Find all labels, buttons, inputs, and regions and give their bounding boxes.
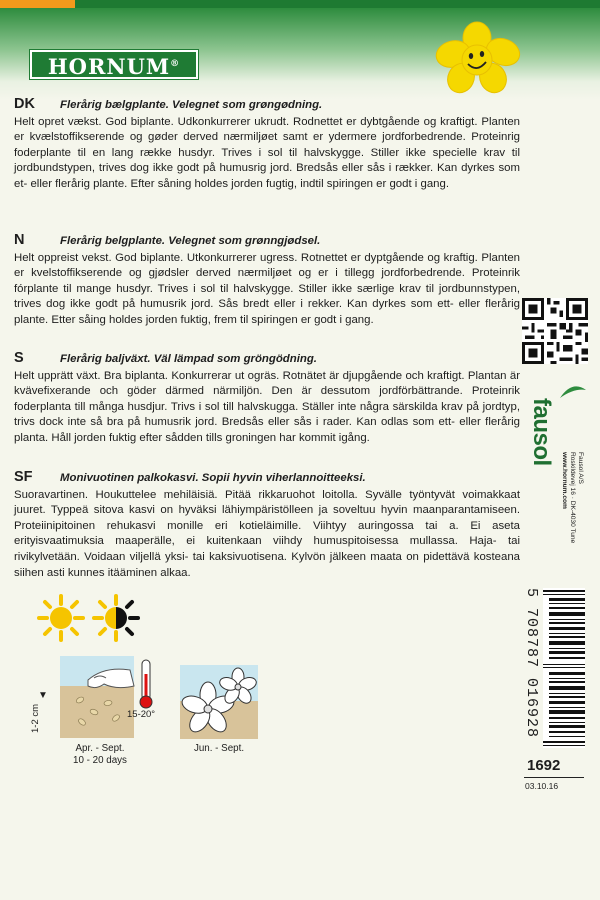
sowing-caption	[60, 743, 140, 767]
registered-mark: ®	[170, 59, 181, 69]
language-code: SF	[14, 469, 33, 485]
half-shade-sun-icon	[94, 596, 138, 640]
section-title: Monivuotinen palkokasvi. Sopii hyvin viherlannoitteeksi.	[60, 472, 366, 484]
top-stripe	[0, 0, 600, 8]
thermometer-icon	[140, 660, 152, 708]
company-name: Fausol A/S	[577, 452, 584, 484]
fausol-logo: fausol	[528, 398, 555, 466]
depth-arrow-icon: ▼	[38, 690, 48, 701]
language-code: N	[14, 232, 25, 248]
sowing-temperature: 15-20°	[127, 709, 156, 720]
street-address: Roskildevej 16 · DK-4030 Tune	[569, 452, 576, 544]
section-s	[14, 351, 520, 447]
section-title: Flerårig belgplante. Velegnet som grønngjødsel.	[60, 235, 321, 247]
sun-icon	[39, 596, 83, 640]
logo-text: HORNUM	[47, 54, 171, 79]
section-title: Flerårig bælgplante. Velegnet som grøngødning.	[60, 99, 323, 111]
flower-mascot-icon	[431, 20, 523, 94]
distributor-address	[560, 452, 584, 602]
qr-code-icon	[522, 298, 588, 364]
section-body: Suoravartinen. Houkuttelee mehiläisiä. Pitää rikkaruohot loitolla. Syvälle työntyvät voimakkaat juuret. Typpeä sitova kasvi on hyväksi lähiympäristölleen ja soveltuu hyvin maanparantamiseen. Proteiinipitoinen rehukasvi monille eri kotieläimille. Viihtyy auringossa tai a. Ei aseta erityisvaatimuksia maaperälle, ei kuitenkaan viihdy humuspitoisessa mullassa. Haja- tai rivikylvetään. Voidaan viljellä yksi- tai kaksivuotisena. Kylvön jälkeen maata on pidettävä kosteana siihen asti kunnes itääminen alkaa.	[14, 488, 520, 579]
section-body: Helt oppreist vekst. God biplante. Utkonkurrerer ugress. Rotnettet er dyptgående og kraftig. Planten er kvelstoffikserende og gjødsler derved nærmiljøet og er i tillegg jordforbedrende. Proteinrik fórplante til mange husdyr. Trives i sol til halvskygge. Stiller ikke særlige krav til jordbunnstypen, trives dog ikke godt på humusrik jord. Sås bredt eller i rekker. Kan dyrkes som ett- eller flerårig plante. Etter såing holdes jorden fuktig, frem til spiringen er godt i gang.	[14, 251, 520, 326]
fausol-leaf-icon	[558, 384, 588, 400]
germination-time: 10 - 20 days	[73, 755, 127, 766]
hornum-logo	[30, 50, 198, 79]
section-body: Helt opret vækst. God biplante. Udkonkurrerer ukrudt. Rodnettet er dybtgående og kraftigt. Planten er kvælstoffikserende og gøder derved nærmiljøet samt er ydermere jordforbedrende. Proteinrig foderplante til en lang række husdyr. Trives i sol til halvskygge. Stiller ikke specielle krav til jordbundstypen, trives dog ikke godt på humusrig jord. Bredsås eller sås i rækker. Kan dyrkes som et- eller flerårig plante. Efter såning holdes jorden fugtig, indtil spiringen er godt i gang.	[14, 115, 520, 190]
sowing-depth: 1-2 cm	[30, 703, 41, 733]
item-number: 1692	[527, 757, 561, 774]
section-n	[14, 233, 520, 329]
section-dk	[14, 97, 520, 193]
divider	[524, 777, 584, 778]
sowing-hand-icon	[60, 656, 160, 738]
sun-exposure-icons	[36, 593, 146, 647]
sowing-period: Apr. - Sept.	[75, 743, 125, 754]
website: www.hornum.com	[561, 452, 568, 509]
flowering-period: Jun. - Sept.	[193, 743, 245, 754]
language-code: S	[14, 350, 24, 366]
section-body: Helt upprätt växt. Bra biplanta. Konkurrerar ut ogräs. Rotnätet är djupgående och kraftigt. Plantan är kvävefixerande och göder därmed närmiljön. Den är dessutom jordförbättrande. Proteinrik foderplanta till många husdjur. Trivs i sol till halvskugga. Ställer inte några särskilda krav på jordtyp, trivs dock inte så bra på humusrik jord. Bredsås eller sås i rader. Kan odlas som ett- eller flerårig planta. Håll jorden fuktig efter sådden tills groningen har kommit igång.	[14, 369, 520, 444]
section-sf	[14, 470, 520, 581]
section-title: Flerårig baljväxt. Väl lämpad som gröngödning.	[60, 353, 317, 365]
barcode-digits: 5 708787 016928	[523, 588, 540, 739]
print-date: 03.10.16	[525, 781, 559, 791]
language-code: DK	[14, 96, 35, 112]
top-stripe-accent	[0, 0, 75, 8]
blossom-icon	[180, 665, 258, 739]
